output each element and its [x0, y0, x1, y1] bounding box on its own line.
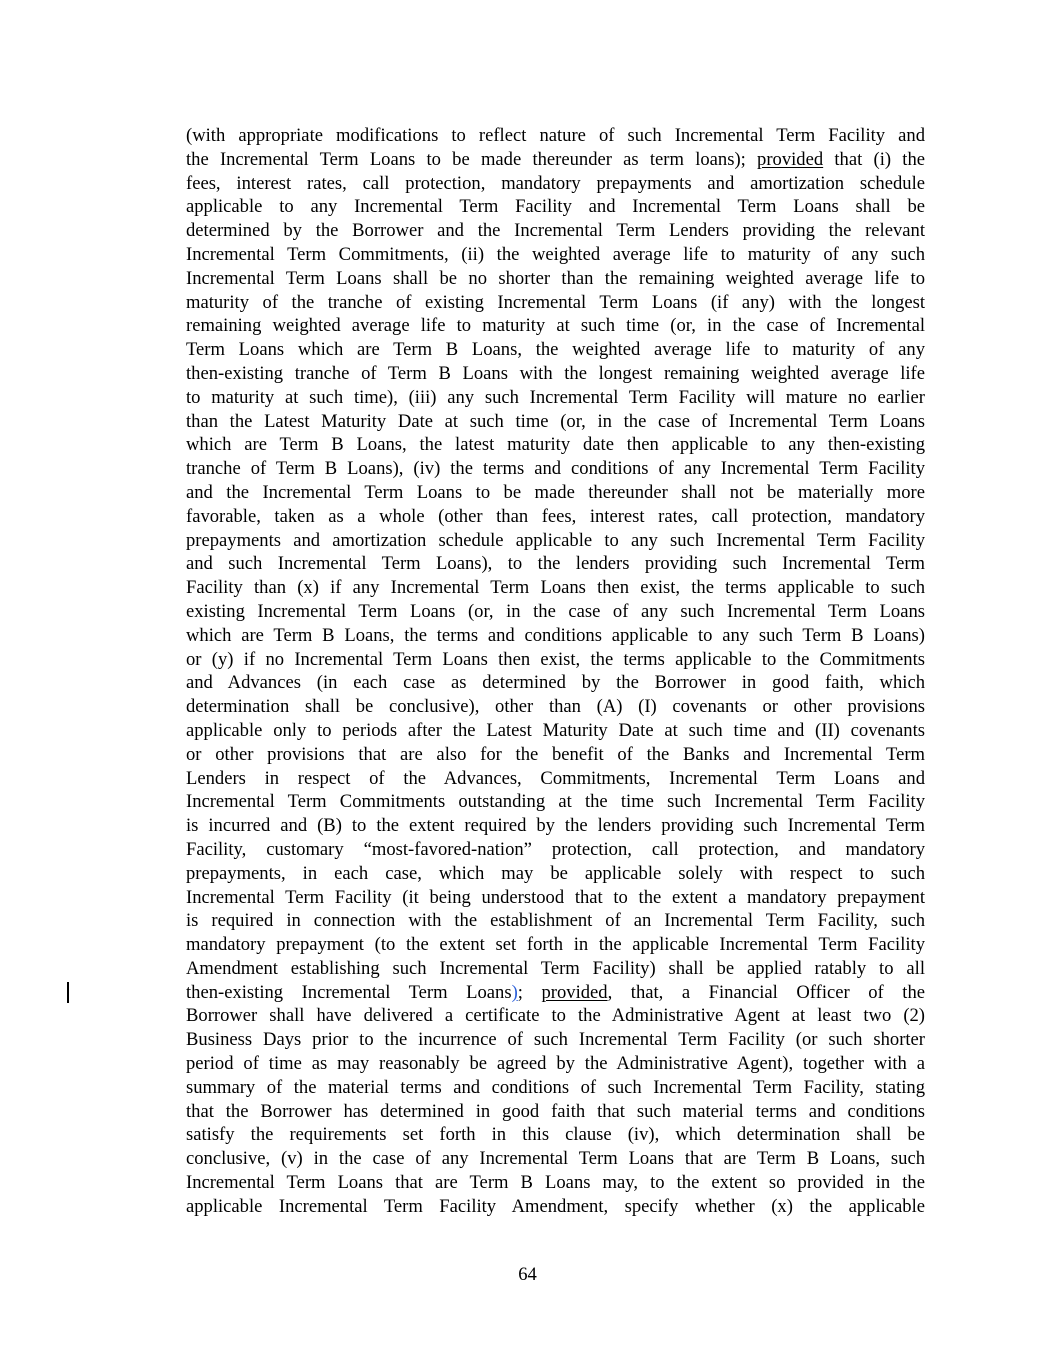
- text-line: period of time as may reasonably be agreed by the Administrative Agent), together with a: [186, 1053, 925, 1075]
- text-line: mandatory prepayment (to the extent set forth in the applicable Incremental Term Facility: [186, 934, 925, 956]
- text-line: Incremental Term Commitments, (ii) the weighted average life to maturity of any such: [186, 243, 925, 265]
- text-line: or (y) if no Incremental Term Loans then exist, the terms applicable to the Commitments: [186, 648, 925, 670]
- text-line: and such Incremental Term Loans), to the lenders providing such Incremental Term: [186, 553, 925, 575]
- text-line: fees, interest rates, call protection, mandatory prepayments and amortization schedule: [186, 172, 925, 194]
- text-span: the Incremental Term Loans to be made thereunder as term loans);: [186, 148, 746, 170]
- text-line: (with appropriate modifications to reflect nature of such Incremental Term Facility and: [186, 125, 925, 146]
- text-line: applicable to any Incremental Term Facility and Incremental Term Loans shall be: [186, 196, 925, 218]
- text-line: or other provisions that are also for the benefit of the Banks and Incremental Term: [186, 743, 925, 765]
- text-line: which are Term B Loans, the terms and conditions applicable to any such Term B Loans): [186, 624, 925, 646]
- text-line: existing Incremental Term Loans (or, in the case of any such Incremental Term Loans: [186, 600, 925, 622]
- text-line: determined by the Borrower and the Incremental Term Lenders providing the relevant: [186, 220, 925, 242]
- text-line: Incremental Term Facility (it being understood that to the extent a mandatory prepayment: [186, 886, 925, 908]
- text-line: Facility than (x) if any Incremental Term Loans then exist, the terms applicable to such: [186, 577, 925, 599]
- text-span: that (i) the: [834, 148, 925, 170]
- provided-underlined-term: provided: [541, 981, 608, 1003]
- text-line: Amendment establishing such Incremental Term Facility) shall be applied ratably to all: [186, 957, 925, 979]
- text-line: than the Latest Maturity Date at such time (or, in the case of Incremental Term Loans: [186, 410, 925, 432]
- text-line: favorable, taken as a whole (other than fees, interest rates, call protection, mandatory: [186, 505, 925, 527]
- text-line: applicable Incremental Term Facility Amendment, specify whether (x) the applicable: [186, 1195, 925, 1217]
- text-line: that the Borrower has determined in good faith that such material terms and conditions: [186, 1100, 925, 1122]
- text-line: then-existing tranche of Term B Loans with the longest remaining weighted average life: [186, 362, 925, 384]
- text-line: applicable only to periods after the Latest Maturity Date at such time and (II) covenants: [186, 719, 925, 741]
- text-line: Facility, customary “most-favored-nation” protection, call protection, and mandatory: [186, 838, 925, 860]
- text-line: Lenders in respect of the Advances, Commitments, Incremental Term Loans and: [186, 767, 925, 789]
- revision-change-bar: [67, 982, 69, 1003]
- text-line: Incremental Term Commitments outstanding at the time such Incremental Term Facility: [186, 791, 925, 813]
- text-line: is required in connection with the establishment of an Incremental Term Facility, such: [186, 910, 925, 932]
- text-line: determination shall be conclusive), other than (A) (I) covenants or other provisions: [186, 696, 925, 718]
- page-number: 64: [518, 1264, 537, 1285]
- text-line: tranche of Term B Loans), (iv) the terms and conditions of any Incremental Term Facility: [186, 458, 925, 480]
- text-line: summary of the material terms and conditions of such Incremental Term Facility, stating: [186, 1076, 925, 1098]
- text-line: and Advances (in each case as determined by the Borrower in good faith, which: [186, 672, 925, 694]
- text-span: ;: [517, 981, 523, 1003]
- text-line: Incremental Term Loans shall be no shorter than the remaining weighted average life to: [186, 267, 925, 289]
- text-line: which are Term B Loans, the latest maturity date then applicable to any then-existing: [186, 434, 925, 456]
- text-line: Term Loans which are Term B Loans, the weighted average life to maturity of any: [186, 339, 925, 361]
- text-line: remaining weighted average life to maturity at such time (or, in the case of Incremental: [186, 315, 925, 337]
- tracked-change-mark: ): [511, 981, 518, 1003]
- text-line: prepayments and amortization schedule applicable to any such Incremental Term Facility: [186, 529, 925, 551]
- body-paragraph: [186, 124, 925, 1219]
- text-line: maturity of the tranche of existing Incremental Term Loans (if any) with the longest: [186, 291, 925, 313]
- text-line: is incurred and (B) to the extent required by the lenders providing such Incremental Term: [186, 815, 925, 837]
- text-line: prepayments, in each case, which may be applicable solely with respect to such: [186, 862, 925, 884]
- text-line: satisfy the requirements set forth in this clause (iv), which determination shall be: [186, 1124, 925, 1146]
- text-span: , that, a Financial Officer of the: [607, 981, 925, 1003]
- text-span: then-existing Incremental Term Loans: [186, 981, 512, 1003]
- text-line: and the Incremental Term Loans to be made thereunder shall not be materially more: [186, 481, 925, 503]
- text-line: [186, 148, 925, 172]
- text-line: to maturity at such time), (iii) any such Incremental Term Facility will mature no earlier: [186, 386, 925, 408]
- text-line: Business Days prior to the incurrence of such Incremental Term Facility (or such shorter: [186, 1029, 925, 1051]
- text-line: [186, 981, 925, 1005]
- provided-underlined-term: provided: [757, 148, 824, 170]
- text-line: Incremental Term Loans that are Term B Loans may, to the extent so provided in the: [186, 1172, 925, 1194]
- text-line: Borrower shall have delivered a certificate to the Administrative Agent at least two (2): [186, 1005, 925, 1027]
- text-line: conclusive, (v) in the case of any Incremental Term Loans that are Term B Loans, such: [186, 1148, 925, 1170]
